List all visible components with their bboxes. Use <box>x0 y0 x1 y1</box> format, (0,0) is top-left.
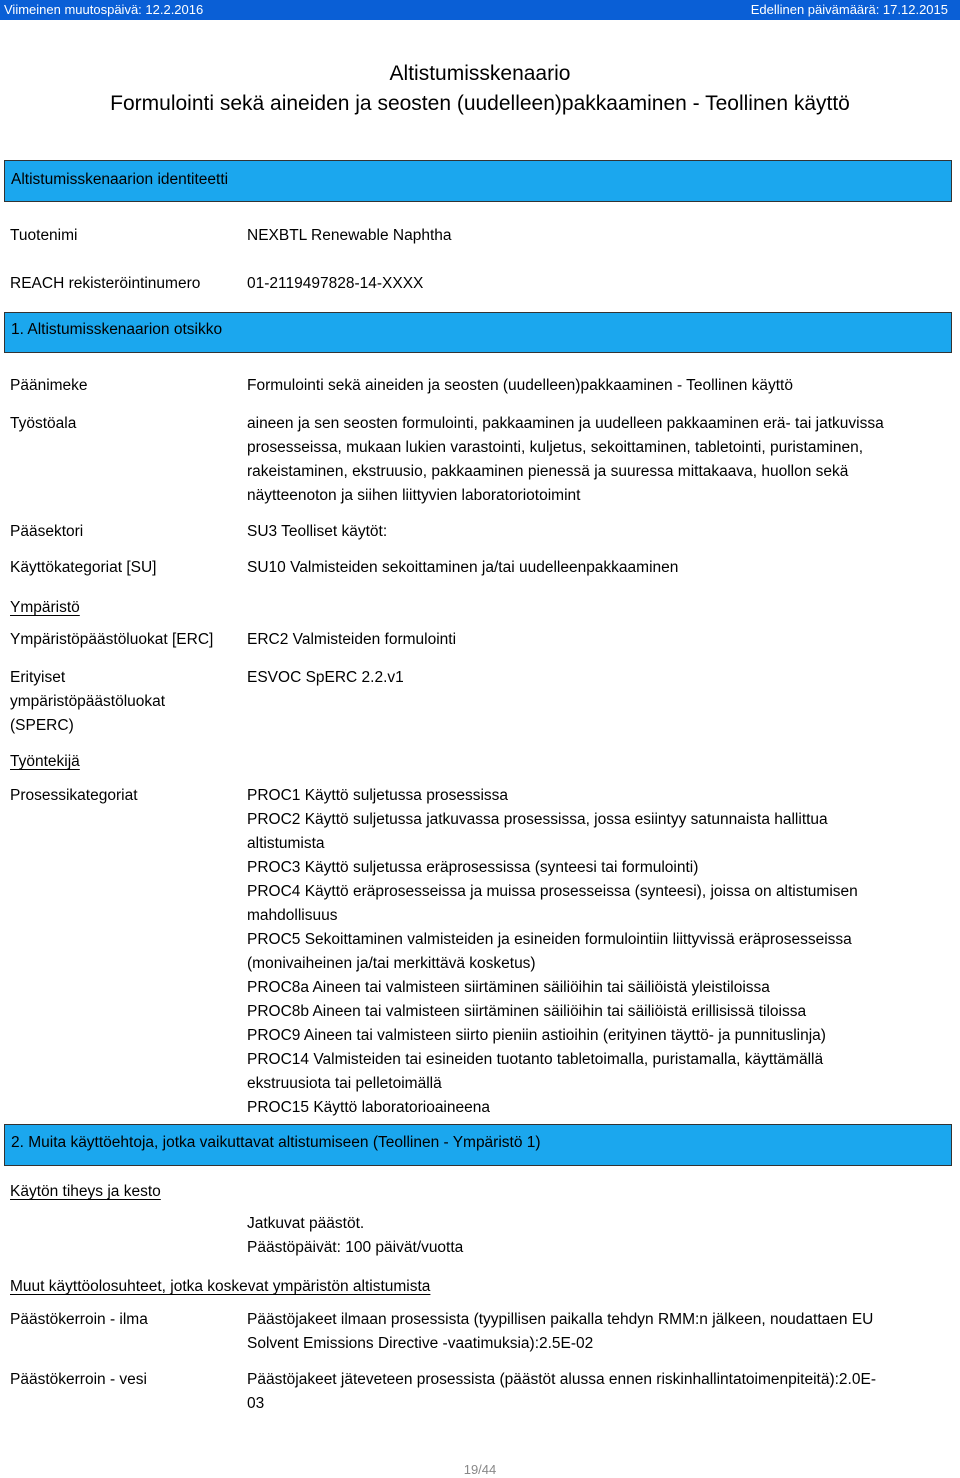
text-line: Jatkuvat päästöt. <box>247 1215 365 1232</box>
section1-heading: 1. Altistumisskenaarion otsikko <box>11 321 223 338</box>
section2-heading: 2. Muita käyttöehtoja, jotka vaikuttavat altistumiseen (Teollinen - Ympäristö 1) <box>11 1134 541 1151</box>
sperc-value: ESVOC SpERC 2.2.v1 <box>247 669 404 686</box>
proc-line: PROC5 Sekoittaminen valmisteiden ja esineiden formulointiin liittyvissä eräprosesseissa <box>247 931 852 948</box>
text-line: 03 <box>247 1395 265 1412</box>
frequency-value <box>247 1212 947 1260</box>
previous-date: Edellinen päivämäärä: 17.12.2015 <box>750 2 948 17</box>
other-conditions-heading: Muut käyttöolosuhteet, jotka koskevat ympäristön altistumista <box>10 1278 431 1295</box>
reach-label: REACH rekisteröintinumero <box>10 275 201 292</box>
worker-heading: Työntekijä <box>10 753 80 770</box>
proc-line: PROC14 Valmisteiden tai esineiden tuotanto tabletoimalla, puristamalla, käyttämällä <box>247 1051 824 1068</box>
proc-line: PROC2 Käyttö suljetussa jatkuvassa prosessissa, jossa esiintyy satunnaista hallittua <box>247 811 828 828</box>
proc-line: PROC3 Käyttö suljetussa eräprosessissa (synteesi tai formulointi) <box>247 859 699 876</box>
air-factor-value <box>247 1308 947 1356</box>
frequency-heading: Käytön tiheys ja kesto <box>10 1183 161 1200</box>
section2-header <box>4 1124 952 1166</box>
trade-name-value: NEXBTL Renewable Naphtha <box>247 227 452 244</box>
text-line: rakeistaminen, ekstruusio, pakkaaminen pienessä ja suuressa mittakaava, huollon sekä <box>247 463 849 480</box>
text-line: prosesseissa, mukaan lukien varastointi, kuljetus, sekoittaminen, tabletointi, puristaminen, <box>247 439 864 456</box>
proc-line: ekstruusiota tai pelletoimällä <box>247 1075 442 1092</box>
proc-line: mahdollisuus <box>247 907 338 924</box>
proc-line: (monivaiheinen ja/tai merkittävä kosketus) <box>247 955 536 972</box>
proc-line: PROC15 Käyttö laboratorioaineena <box>247 1099 490 1116</box>
proc-label: Prosessikategoriat <box>10 787 138 804</box>
revision-date: Viimeinen muutospäivä: 12.2.2016 <box>4 2 204 17</box>
text-line: Päästöjakeet ilmaan prosessista (tyypillisen paikalla tehdyn RMM:n jälkeen, noudattaen EU <box>247 1311 874 1328</box>
text-line: näytteenoton ja siihen liittyvien laboratoriotoimint <box>247 487 581 504</box>
erc-label: Ympäristöpäästöluokat [ERC] <box>10 631 214 648</box>
proc-list <box>247 784 947 1120</box>
reach-value: 01-2119497828-14-XXXX <box>247 275 424 292</box>
erc-value: ERC2 Valmisteiden formulointi <box>247 631 457 648</box>
section1-header <box>4 312 952 353</box>
main-title-value: Formulointi sekä aineiden ja seosten (uudelleen)pakkaaminen - Teollinen käyttö <box>247 377 793 394</box>
water-factor-label: Päästökerroin - vesi <box>10 1371 147 1388</box>
work-area-label: Työstöala <box>10 415 77 432</box>
use-categories-value: SU10 Valmisteiden sekoittaminen ja/tai uudelleenpakkaaminen <box>247 559 679 576</box>
text-line: ympäristöpäästöluokat <box>10 693 166 710</box>
proc-line: altistumista <box>247 835 325 852</box>
air-factor-label: Päästökerroin - ilma <box>10 1311 148 1328</box>
proc-line: PROC8b Aineen tai valmisteen siirtäminen säiliöihin tai säiliöistä erillisissä tiloissa <box>247 1003 807 1020</box>
page-number: 19/44 <box>463 1462 497 1477</box>
main-sector-value: SU3 Teolliset käytöt: <box>247 523 388 540</box>
proc-line: PROC4 Käyttö eräprosesseissa ja muissa prosesseissa (synteesi), joissa on altistumisen <box>247 883 858 900</box>
document-title: Altistumisskenaario <box>389 62 571 85</box>
main-title-label: Päänimeke <box>10 377 88 394</box>
text-line: Erityiset <box>10 669 66 686</box>
identity-section-header <box>4 160 952 202</box>
use-categories-label: Käyttökategoriat [SU] <box>10 559 157 576</box>
proc-line: PROC9 Aineen tai valmisteen siirto pieniin astioihin (erityinen täyttö- ja punnituslinja) <box>247 1027 826 1044</box>
identity-heading: Altistumisskenaarion identiteetti <box>11 171 229 188</box>
document-subtitle: Formulointi sekä aineiden ja seosten (uudelleen)pakkaaminen - Teollinen käyttö <box>110 92 850 115</box>
sperc-label <box>10 666 238 738</box>
proc-line: PROC8a Aineen tai valmisteen siirtäminen säiliöihin tai säiliöistä yleistiloissa <box>247 979 770 996</box>
water-factor-value <box>247 1368 947 1416</box>
proc-line: PROC1 Käyttö suljetussa prosessissa <box>247 787 509 804</box>
work-area-value <box>247 412 947 508</box>
text-line: Solvent Emissions Directive -vaatimuksia):2.5E-02 <box>247 1335 594 1352</box>
text-line: aineen ja sen seosten formulointi, pakkaaminen ja uudelleen pakkaaminen erä- tai jatkuvissa <box>247 415 884 432</box>
trade-name-label: Tuotenimi <box>10 227 78 244</box>
text-line: Päästöpäivät: 100 päivät/vuotta <box>247 1239 464 1256</box>
environment-heading: Ympäristö <box>10 599 80 616</box>
header-bar <box>0 0 960 20</box>
text-line: (SPERC) <box>10 717 74 734</box>
text-line: Päästöjakeet jäteveteen prosessista (päästöt alussa ennen riskinhallintatoimenpiteitä):2.0E- <box>247 1371 876 1388</box>
main-sector-label: Pääsektori <box>10 523 84 540</box>
